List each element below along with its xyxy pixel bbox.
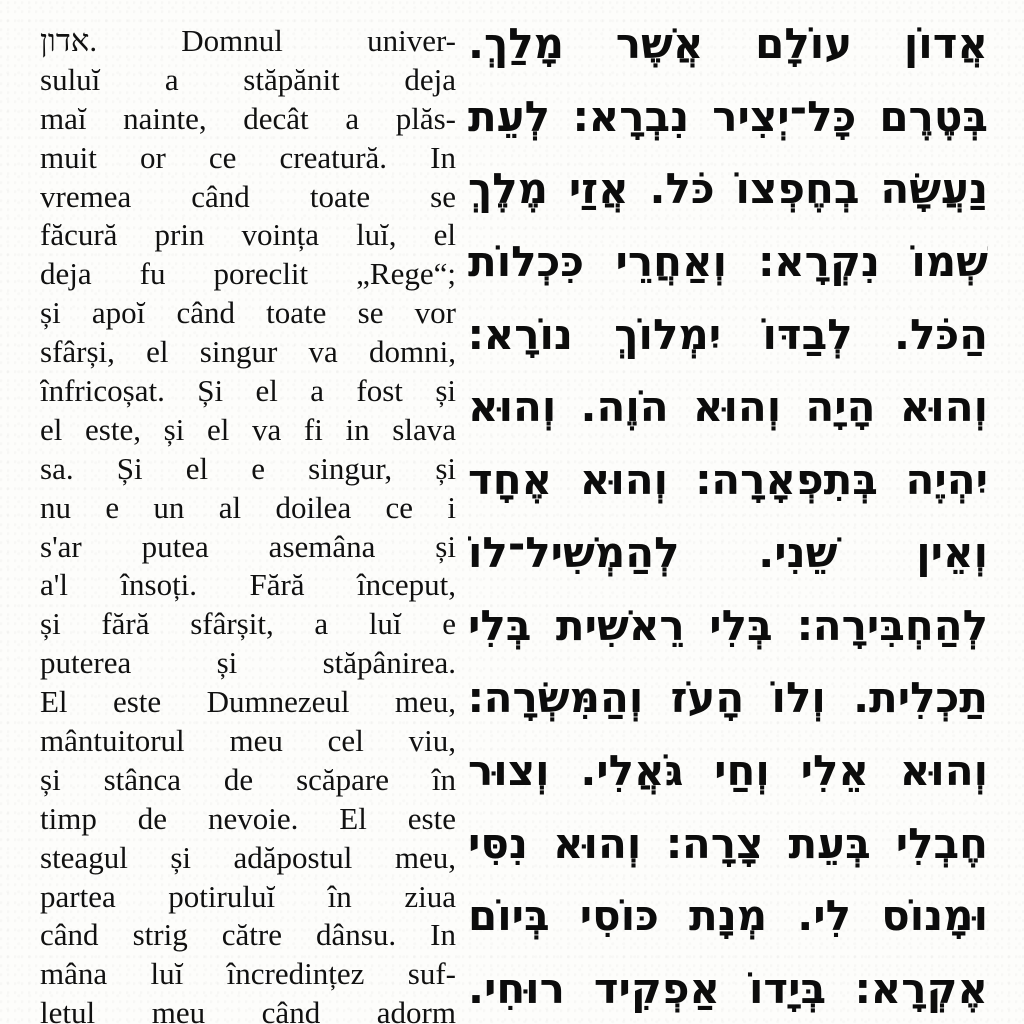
hebrew-line: חֶבְלִי בְּעֵת צָרָה׃ וְהוּא נִסִּי	[468, 818, 988, 868]
hebrew-text-column	[468, 8, 988, 1024]
romanian-line: steagul și adăpostul meu,	[40, 839, 456, 875]
hebrew-line: תַכְלִית. וְלוֹ הָעֹז וְהַמִּשְׂרָה׃	[468, 673, 988, 723]
romanian-line: partea potiruluĭ în ziua	[40, 878, 456, 914]
romanian-translation-column	[40, 22, 456, 1024]
romanian-line: puterea și stăpânirea.	[40, 645, 456, 681]
hebrew-line: וּמָנוֹס לִי. מְנָת כּוֹסִי בְּיוֹם	[468, 891, 988, 941]
romanian-line: când strig către dânsu. In	[40, 917, 456, 953]
romanian-line: mântuitorul meu cel viu,	[40, 723, 456, 759]
romanian-line: muit or ce creatură. In	[40, 139, 456, 175]
hebrew-line: אֶקְרָא׃ בְּיָדוֹ אַפְקִיד רוּחִי.	[468, 963, 988, 1013]
romanian-line: și apoĭ când toate se vor	[40, 295, 456, 331]
romanian-line: deja fu poreclit „Rege“;	[40, 256, 456, 292]
hebrew-line: וְהוּא הָיָה וְהוּא הֹוֶה. וְהוּא	[468, 382, 988, 432]
romanian-line: s'ar putea asemâna și	[40, 528, 456, 564]
hebrew-line: וְאֵין שֵׁנִי. לְהַמְשִׁיל־לוֹ	[468, 527, 988, 577]
romanian-line: nu e un al doilea ce i	[40, 489, 456, 525]
romanian-line: sfârși, el singur va domni,	[40, 334, 456, 370]
hebrew-line: לְהַחְבִּירָה׃ בְּלִי רֵאשִׁית בְּלִי	[468, 600, 988, 650]
romanian-line: timp de nevoie. El este	[40, 800, 456, 836]
romanian-line: vremea când toate se	[40, 178, 456, 214]
hebrew-line: שְׁמוֹ נִקְרָא׃ וְאַחֲרֵי כִּכְלוֹת	[468, 237, 988, 287]
romanian-line: El este Dumnezeul meu,	[40, 684, 456, 720]
romanian-line: făcură prin voința luĭ, el	[40, 217, 456, 253]
romanian-line: și stânca de scăpare în	[40, 761, 456, 797]
romanian-line: a'l însoți. Fără început,	[40, 567, 456, 603]
romanian-line: înfricoșat. Și el a fost și	[40, 373, 456, 409]
romanian-line: mâna luĭ încredințez suf-	[40, 956, 456, 992]
romanian-line: sa. Și el e singur, și	[40, 450, 456, 486]
romanian-line: și fără sfârșit, a luĭ e	[40, 606, 456, 642]
hebrew-line: אֲדוֹן עוֹלָם אֲשֶׁר מָלַךְ.	[468, 19, 988, 68]
hebrew-line: נַעֲשָׂה בְחֶפְצוֹ כֹּל. אֲזַי מֶלֶךְ	[468, 164, 988, 214]
hebrew-line: הַכֹּל. לְבַדּוֹ יִמְלוֹךְ נוֹרָא׃	[468, 309, 988, 359]
romanian-line: el este, și el va fi in slava	[40, 411, 456, 447]
hebrew-line: וְהוּא אֵלִי וְחַי גֹּאֲלִי. וְצוּר	[468, 745, 988, 795]
romanian-line: suluĭ a stăpănit deja	[40, 61, 456, 97]
romanian-line: letul meu când adorm	[40, 995, 456, 1024]
romanian-line: maĭ nainte, decât a plăs-	[40, 100, 456, 136]
hebrew-line: בְּטֶרֶם כָּל־יְצִיר נִבְרָא׃ לְעֵת	[468, 91, 988, 141]
hebrew-line: יִהְיֶה בְּתִפְאָרָה׃ וְהוּא אֶחָד	[468, 455, 988, 505]
romanian-line: אדון. Domnul univer-	[40, 23, 456, 58]
